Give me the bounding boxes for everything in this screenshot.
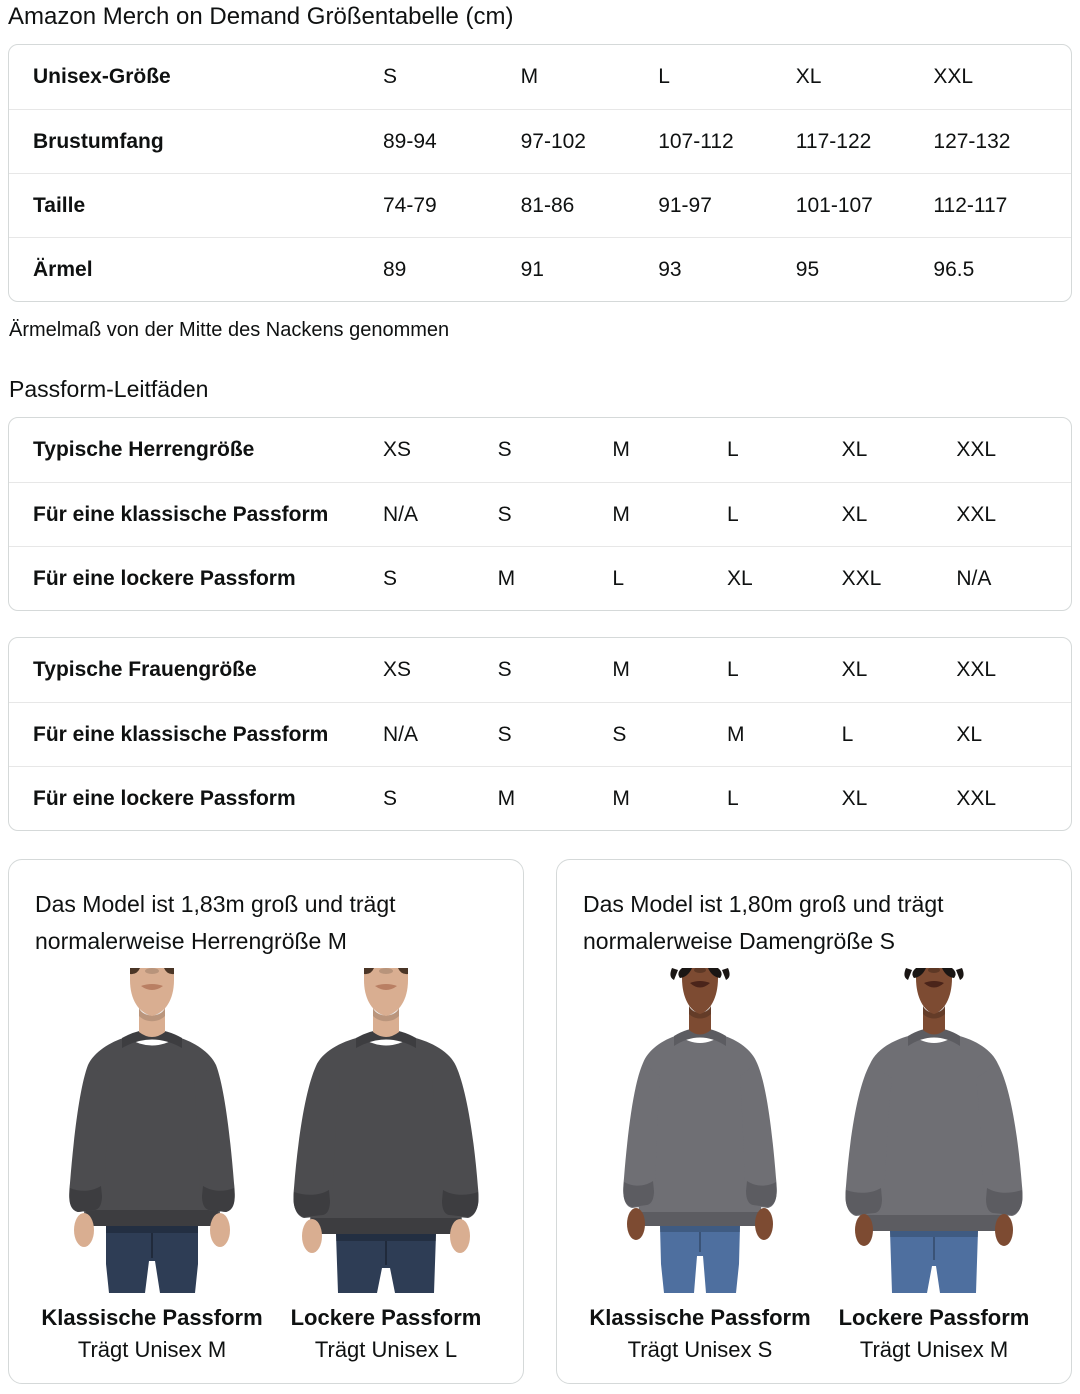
photo-caption	[823, 1305, 1045, 1363]
table-cell: L	[612, 566, 625, 590]
table-cell: S	[383, 566, 398, 590]
table-row	[9, 766, 1071, 830]
table-cell: 101-107	[795, 193, 873, 217]
model-photo-loose-fit	[823, 968, 1045, 1363]
model-description: Das Model ist 1,83m groß und trägt normalerweise Herrengröße M	[35, 891, 396, 954]
table-cell: 89	[383, 257, 407, 281]
fit-label: Klassische Passform	[41, 1305, 263, 1330]
table-cell: XXL	[956, 502, 997, 526]
page-title: Amazon Merch on Demand Größentabelle (cm)	[8, 3, 514, 30]
table-cell: 93	[658, 257, 682, 281]
column-header: M	[520, 65, 539, 88]
size-worn-label: Trägt Unisex L	[314, 1337, 458, 1362]
table-cell: 91	[520, 257, 544, 281]
fit-label: Lockere Passform	[290, 1305, 482, 1330]
table-cell: 117-122	[795, 129, 872, 153]
model-photo-classic-fit	[41, 968, 263, 1363]
unisex-size-header-label: Unisex-Größe	[33, 65, 171, 88]
table-cell: N/A	[956, 566, 992, 590]
column-header: S	[383, 65, 398, 88]
table-row	[9, 546, 1071, 610]
mens-fit-table	[8, 417, 1072, 611]
table-cell: M	[612, 502, 630, 526]
row-label: Für eine lockere Passform	[33, 786, 296, 810]
model-photo-loose-fit	[275, 968, 497, 1363]
woman-loose-fit-illustration	[823, 968, 1045, 1293]
table-cell: M	[497, 786, 516, 810]
table-cell: 95	[795, 257, 820, 281]
row-label: Brustumfang	[33, 129, 164, 153]
photo-caption	[41, 1305, 263, 1363]
table-cell: S	[497, 722, 512, 746]
size-worn-label: Trägt Unisex S	[627, 1337, 773, 1362]
table-cell: XXL	[956, 438, 997, 461]
table-row	[9, 638, 1071, 702]
row-label: Taille	[33, 193, 86, 217]
fit-label: Klassische Passform	[589, 1305, 811, 1330]
table-cell: M	[612, 658, 630, 681]
table-row	[9, 482, 1071, 546]
table-cell: M	[612, 438, 630, 461]
woman-classic-fit-illustration	[589, 968, 811, 1293]
table-cell: 127-132	[933, 129, 1011, 153]
size-worn-label: Trägt Unisex M	[77, 1337, 227, 1362]
table-cell: 89-94	[383, 129, 437, 153]
column-header: L	[658, 65, 670, 88]
table-cell: XS	[383, 438, 412, 461]
table-cell: XXL	[841, 566, 882, 590]
mens-model-card	[8, 859, 524, 1384]
table-cell: M	[612, 786, 630, 810]
table-cell: 81-86	[520, 193, 575, 217]
model-photos	[583, 968, 1051, 1363]
womens-fit-table	[8, 637, 1072, 831]
table-cell: S	[612, 722, 627, 746]
row-label: Für eine lockere Passform	[33, 566, 296, 590]
table-cell: L	[726, 786, 739, 810]
table-cell: M	[726, 722, 745, 746]
table-cell: 74-79	[383, 193, 437, 217]
row-label: Typische Herrengröße	[33, 438, 255, 461]
table-row	[9, 418, 1071, 482]
model-photo-classic-fit	[589, 968, 811, 1363]
column-header: XXL	[933, 65, 974, 88]
table-cell: 97-102	[520, 129, 586, 153]
photo-caption	[275, 1305, 497, 1363]
man-classic-fit-illustration	[41, 968, 263, 1293]
fit-section-title: Passform-Leitfäden	[9, 376, 209, 402]
row-label: Für eine klassische Passform	[33, 722, 329, 746]
table-cell: S	[497, 502, 512, 526]
table-cell: 91-97	[658, 193, 712, 217]
size-worn-label: Trägt Unisex M	[859, 1337, 1009, 1362]
table-cell: S	[497, 438, 512, 461]
table-row-waist	[9, 173, 1071, 237]
table-cell: XL	[841, 786, 868, 810]
table-cell: XS	[383, 658, 412, 681]
table-cell: XL	[841, 502, 868, 526]
table-cell: L	[726, 502, 739, 526]
table-cell: XXL	[956, 658, 997, 681]
table-cell: M	[497, 566, 516, 590]
table-cell: 107-112	[658, 129, 734, 153]
row-label: Für eine klassische Passform	[33, 502, 329, 526]
column-header: XL	[795, 65, 822, 88]
row-label: Ärmel	[33, 257, 93, 281]
table-cell: XL	[726, 566, 753, 590]
table-row	[9, 702, 1071, 766]
table-row-sleeve	[9, 237, 1071, 301]
table-cell: XL	[841, 438, 868, 461]
photo-caption	[589, 1305, 811, 1363]
man-loose-fit-illustration	[275, 968, 497, 1293]
table-row-chest	[9, 109, 1071, 173]
table-cell: XL	[956, 722, 983, 746]
table-cell: 112-117	[933, 193, 1008, 217]
table-cell: S	[497, 658, 512, 681]
womens-model-card	[556, 859, 1072, 1384]
model-photos	[35, 968, 503, 1363]
model-description: Das Model ist 1,80m groß und trägt normalerweise Damengröße S	[583, 891, 944, 954]
table-cell: N/A	[383, 722, 419, 746]
table-cell: XL	[841, 658, 868, 681]
table-cell: L	[726, 658, 739, 681]
table-cell: L	[726, 438, 739, 461]
size-guide-page	[8, 2, 1072, 1384]
row-label: Typische Frauengröße	[33, 658, 257, 681]
table-cell: XXL	[956, 786, 997, 810]
fit-label: Lockere Passform	[838, 1305, 1030, 1330]
model-cards	[8, 859, 1072, 1384]
sleeve-measure-note: Ärmelmaß von der Mitte des Nackens genommen	[9, 319, 450, 341]
table-header-row	[9, 45, 1071, 109]
table-cell: N/A	[383, 502, 419, 526]
table-cell: 96.5	[933, 257, 975, 281]
unisex-size-table	[8, 44, 1072, 302]
table-cell: L	[841, 722, 854, 746]
table-cell: S	[383, 786, 398, 810]
